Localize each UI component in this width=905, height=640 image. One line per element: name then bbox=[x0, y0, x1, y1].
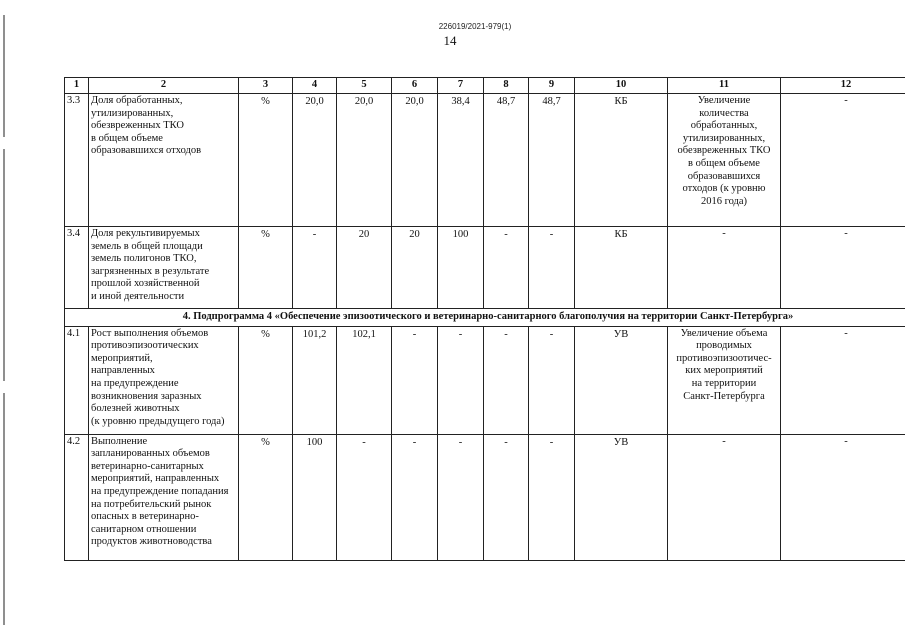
header-cell: 8 bbox=[484, 78, 529, 94]
header-cell: 5 bbox=[337, 78, 392, 94]
value-cell: - bbox=[293, 227, 337, 309]
unit-cell: % bbox=[239, 434, 293, 560]
row-number: 4.2 bbox=[65, 434, 89, 560]
indicator-name: Доля обработанных, утилизированных, обезвреженных ТКО в общем объеме образовавшихся отходов bbox=[89, 94, 239, 227]
value-cell: 20 bbox=[392, 227, 438, 309]
result-cell: - bbox=[668, 227, 781, 309]
source-cell: КБ bbox=[575, 94, 668, 227]
note-cell: - bbox=[781, 434, 905, 560]
indicator-name: Выполнение запланированных объемов ветеринарно-санитарных мероприятий, направленных на предупреждение попадания на потребительский рынок опасных в ветеринарно- санитарном отношении продуктов животноводства bbox=[89, 434, 239, 560]
header-cell: 9 bbox=[529, 78, 575, 94]
header-cell: 10 bbox=[575, 78, 668, 94]
unit-cell: % bbox=[239, 94, 293, 227]
indicators-table bbox=[64, 77, 905, 561]
result-cell: Увеличение количества обработанных, утилизированных, обезвреженных ТКО в общем объеме образовавшихся отходов (к уровню 2016 года) bbox=[668, 94, 781, 227]
source-cell: КБ bbox=[575, 227, 668, 309]
value-cell: - bbox=[392, 434, 438, 560]
value-cell: 38,4 bbox=[438, 94, 484, 227]
source-cell: УВ bbox=[575, 326, 668, 434]
table-row bbox=[65, 227, 905, 309]
value-cell: 102,1 bbox=[337, 326, 392, 434]
result-cell: - bbox=[668, 434, 781, 560]
value-cell: - bbox=[529, 434, 575, 560]
row-number: 3.3 bbox=[65, 94, 89, 227]
unit-cell: % bbox=[239, 227, 293, 309]
value-cell: - bbox=[438, 326, 484, 434]
indicator-name: Доля рекультивируемых земель в общей площади земель полигонов ТКО, загрязненных в результате прошлой хозяйственной и иной деятельности bbox=[89, 227, 239, 309]
header-cell: 6 bbox=[392, 78, 438, 94]
value-cell: 20,0 bbox=[293, 94, 337, 227]
value-cell: - bbox=[484, 326, 529, 434]
page-number: 14 bbox=[443, 33, 457, 48]
row-number: 3.4 bbox=[65, 227, 89, 309]
value-cell: - bbox=[438, 434, 484, 560]
value-cell: - bbox=[484, 434, 529, 560]
table-header-row bbox=[65, 78, 905, 94]
indicator-name: Рост выполнения объемов противоэпизоотических мероприятий, направленных на предупреждение возникновения заразных болезней животных (к уровню предыдущего года) bbox=[89, 326, 239, 434]
value-cell: - bbox=[484, 227, 529, 309]
header-cell: 2 bbox=[89, 78, 239, 94]
value-cell: 100 bbox=[438, 227, 484, 309]
result-cell: Увеличение объема проводимых противоэпизоотичес- ких мероприятий на территории Санкт-Петербурга bbox=[668, 326, 781, 434]
header-cell: 12 bbox=[781, 78, 905, 94]
value-cell: - bbox=[392, 326, 438, 434]
value-cell: - bbox=[529, 227, 575, 309]
source-cell: УВ bbox=[575, 434, 668, 560]
value-cell: 20,0 bbox=[337, 94, 392, 227]
value-cell: - bbox=[337, 434, 392, 560]
table-row bbox=[65, 434, 905, 560]
section-heading: 4. Подпрограмма 4 «Обеспечение эпизоотического и ветеринарно-санитарного благополучия на территории Санкт-Петербурга» bbox=[65, 309, 905, 327]
note-cell: - bbox=[781, 94, 905, 227]
value-cell: 100 bbox=[293, 434, 337, 560]
document-id: 226019/2021-979(1) bbox=[438, 22, 512, 31]
header-cell: 7 bbox=[438, 78, 484, 94]
header-cell: 1 bbox=[65, 78, 89, 94]
unit-cell: % bbox=[239, 326, 293, 434]
scan-margin-mark bbox=[3, 15, 5, 625]
value-cell: 48,7 bbox=[484, 94, 529, 227]
value-cell: - bbox=[529, 326, 575, 434]
value-cell: 20,0 bbox=[392, 94, 438, 227]
table-row bbox=[65, 94, 905, 227]
value-cell: 48,7 bbox=[529, 94, 575, 227]
section-heading-row bbox=[65, 309, 905, 327]
note-cell: - bbox=[781, 227, 905, 309]
header-cell: 3 bbox=[239, 78, 293, 94]
table-row bbox=[65, 326, 905, 434]
value-cell: 20 bbox=[337, 227, 392, 309]
row-number: 4.1 bbox=[65, 326, 89, 434]
header-cell: 11 bbox=[668, 78, 781, 94]
note-cell: - bbox=[781, 326, 905, 434]
value-cell: 101,2 bbox=[293, 326, 337, 434]
header-cell: 4 bbox=[293, 78, 337, 94]
